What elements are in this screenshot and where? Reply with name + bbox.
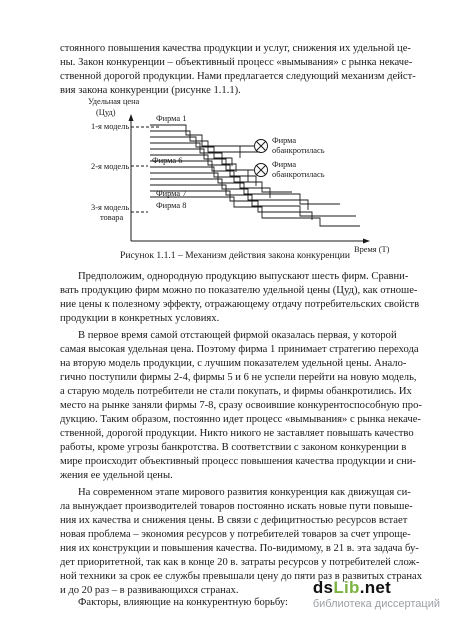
y-axis-label-symbol: (Цуд): [96, 108, 116, 117]
text-line: а старую модель потребители не стали покупать, и фирмы обанкротились. Их: [60, 386, 412, 397]
text-line: ны. Закон конкуренции – объективный процесс «вымывания» с рынка некаче-: [60, 57, 413, 68]
bankrupt-label: обанкротилась: [272, 146, 325, 155]
x-axis-arrow: [363, 239, 370, 244]
text-line: гично поступили фирмы 2-4, фирмы 5 и 6 не успели перейти на новую модель,: [60, 372, 417, 383]
watermark-logo: dsLib.net: [312, 578, 392, 597]
text-line: ла вынуждает производителей товаров постоянно искать новые пути повыше-: [60, 501, 413, 512]
text-line: ной техники за срок ее службы превышали цену до пяти раз в развитых странах: [60, 571, 423, 582]
text-line: дукцию. Таким образом, постоянно идет процесс «вымывания» с рынка некаче-: [60, 414, 421, 425]
model-3-label-sub: товара: [100, 213, 124, 222]
text-line: стоянного повышения качества продукции и услуг, снижения их удельной це-: [60, 43, 411, 54]
model-1-label: 1-я модель: [91, 122, 130, 131]
text-line: дет приоритетной, так как в конце 20 в. затраты ресурсов у потребителей слож-: [60, 557, 420, 568]
bankrupt-label: Фирма: [272, 160, 297, 169]
text-line: вать продукцию фирм можно по показателю удельной цены (Цуд), как отноше-: [60, 285, 418, 296]
text-line: место на рынке заняли фирмы 7-8, сразу освоившие конкурентоспособную про-: [60, 400, 422, 411]
model-2-label: 2-я модель: [91, 162, 130, 171]
bankrupt-label: обанкротилась: [272, 170, 325, 179]
text-line: и до 20 раз – в развивающихся странах.: [60, 585, 239, 596]
text-line: вия закона конкуренции (рисунке 1.1.1).: [60, 85, 241, 96]
text-line: самая высокая удельная цена. Поэтому фирма 1 принимает стратегию перехода: [60, 344, 419, 355]
text-line: ния их качества и снижения цены. В связи с дефицитностью ресурсов встает: [60, 515, 408, 526]
y-axis-label: Удельная цена: [88, 97, 140, 106]
text-line: ние цены к полезному эффекту, отражающему отдачу потребительских свойств: [60, 299, 420, 310]
y-axis-arrow: [129, 114, 134, 121]
text-line: жения ее удельной цены.: [60, 470, 173, 481]
x-axis-label: Время (Т): [354, 245, 390, 254]
bankrupt-label: Фирма: [272, 136, 297, 145]
text-line: ственной дорогой продукции. Нами предлагается следующий механизм дейст-: [60, 71, 416, 82]
text-line: ния их конструкции и повышения качества. По-видимому, в 21 в. эта задача бу-: [60, 543, 419, 554]
firm-8-label: Фирма 8: [156, 201, 187, 210]
text-line: Факторы, влияющие на конкурентную борьбу:: [78, 597, 288, 608]
text-line: На современном этапе мирового развития конкуренция как движущая си-: [78, 487, 411, 498]
text-line: мире происходит объективный процесс повышения качества продукции и сни-: [60, 456, 416, 467]
text-line: новая проблема – экономия ресурсов у потребителей товаров за счет упроще-: [60, 529, 411, 540]
text-line: продукции в конкретных условиях.: [60, 313, 220, 324]
firm-7-label: Фирма 7: [156, 189, 187, 198]
text-line: В первое время самой отстающей фирмой оказалась первая, у которой: [78, 330, 397, 341]
figure-caption: Рисунок 1.1.1 – Механизм действия закона конкуренции: [120, 250, 351, 261]
text-line: работы, кроме угрозы банкротства. В соответствии с законом конкуренции в: [60, 442, 407, 453]
firm-6-label: Фирма 6: [152, 156, 183, 165]
firm-line: [150, 125, 240, 158]
text-line: на вторую модель продукции, с лучшим показателем удельной цены. Анало-: [60, 358, 407, 369]
watermark: [313, 579, 440, 611]
firm-1-label: Фирма 1: [156, 114, 187, 123]
model-3-label: 3-я модель: [91, 203, 130, 212]
watermark-subtitle: библиотека диссертаций: [312, 598, 440, 610]
text-line: ственной, дорогой продукции. Никто никого не заставляет повышать качество: [60, 428, 414, 439]
text-line: Предположим, однородную продукцию выпускают шесть фирм. Сравни-: [78, 271, 409, 282]
